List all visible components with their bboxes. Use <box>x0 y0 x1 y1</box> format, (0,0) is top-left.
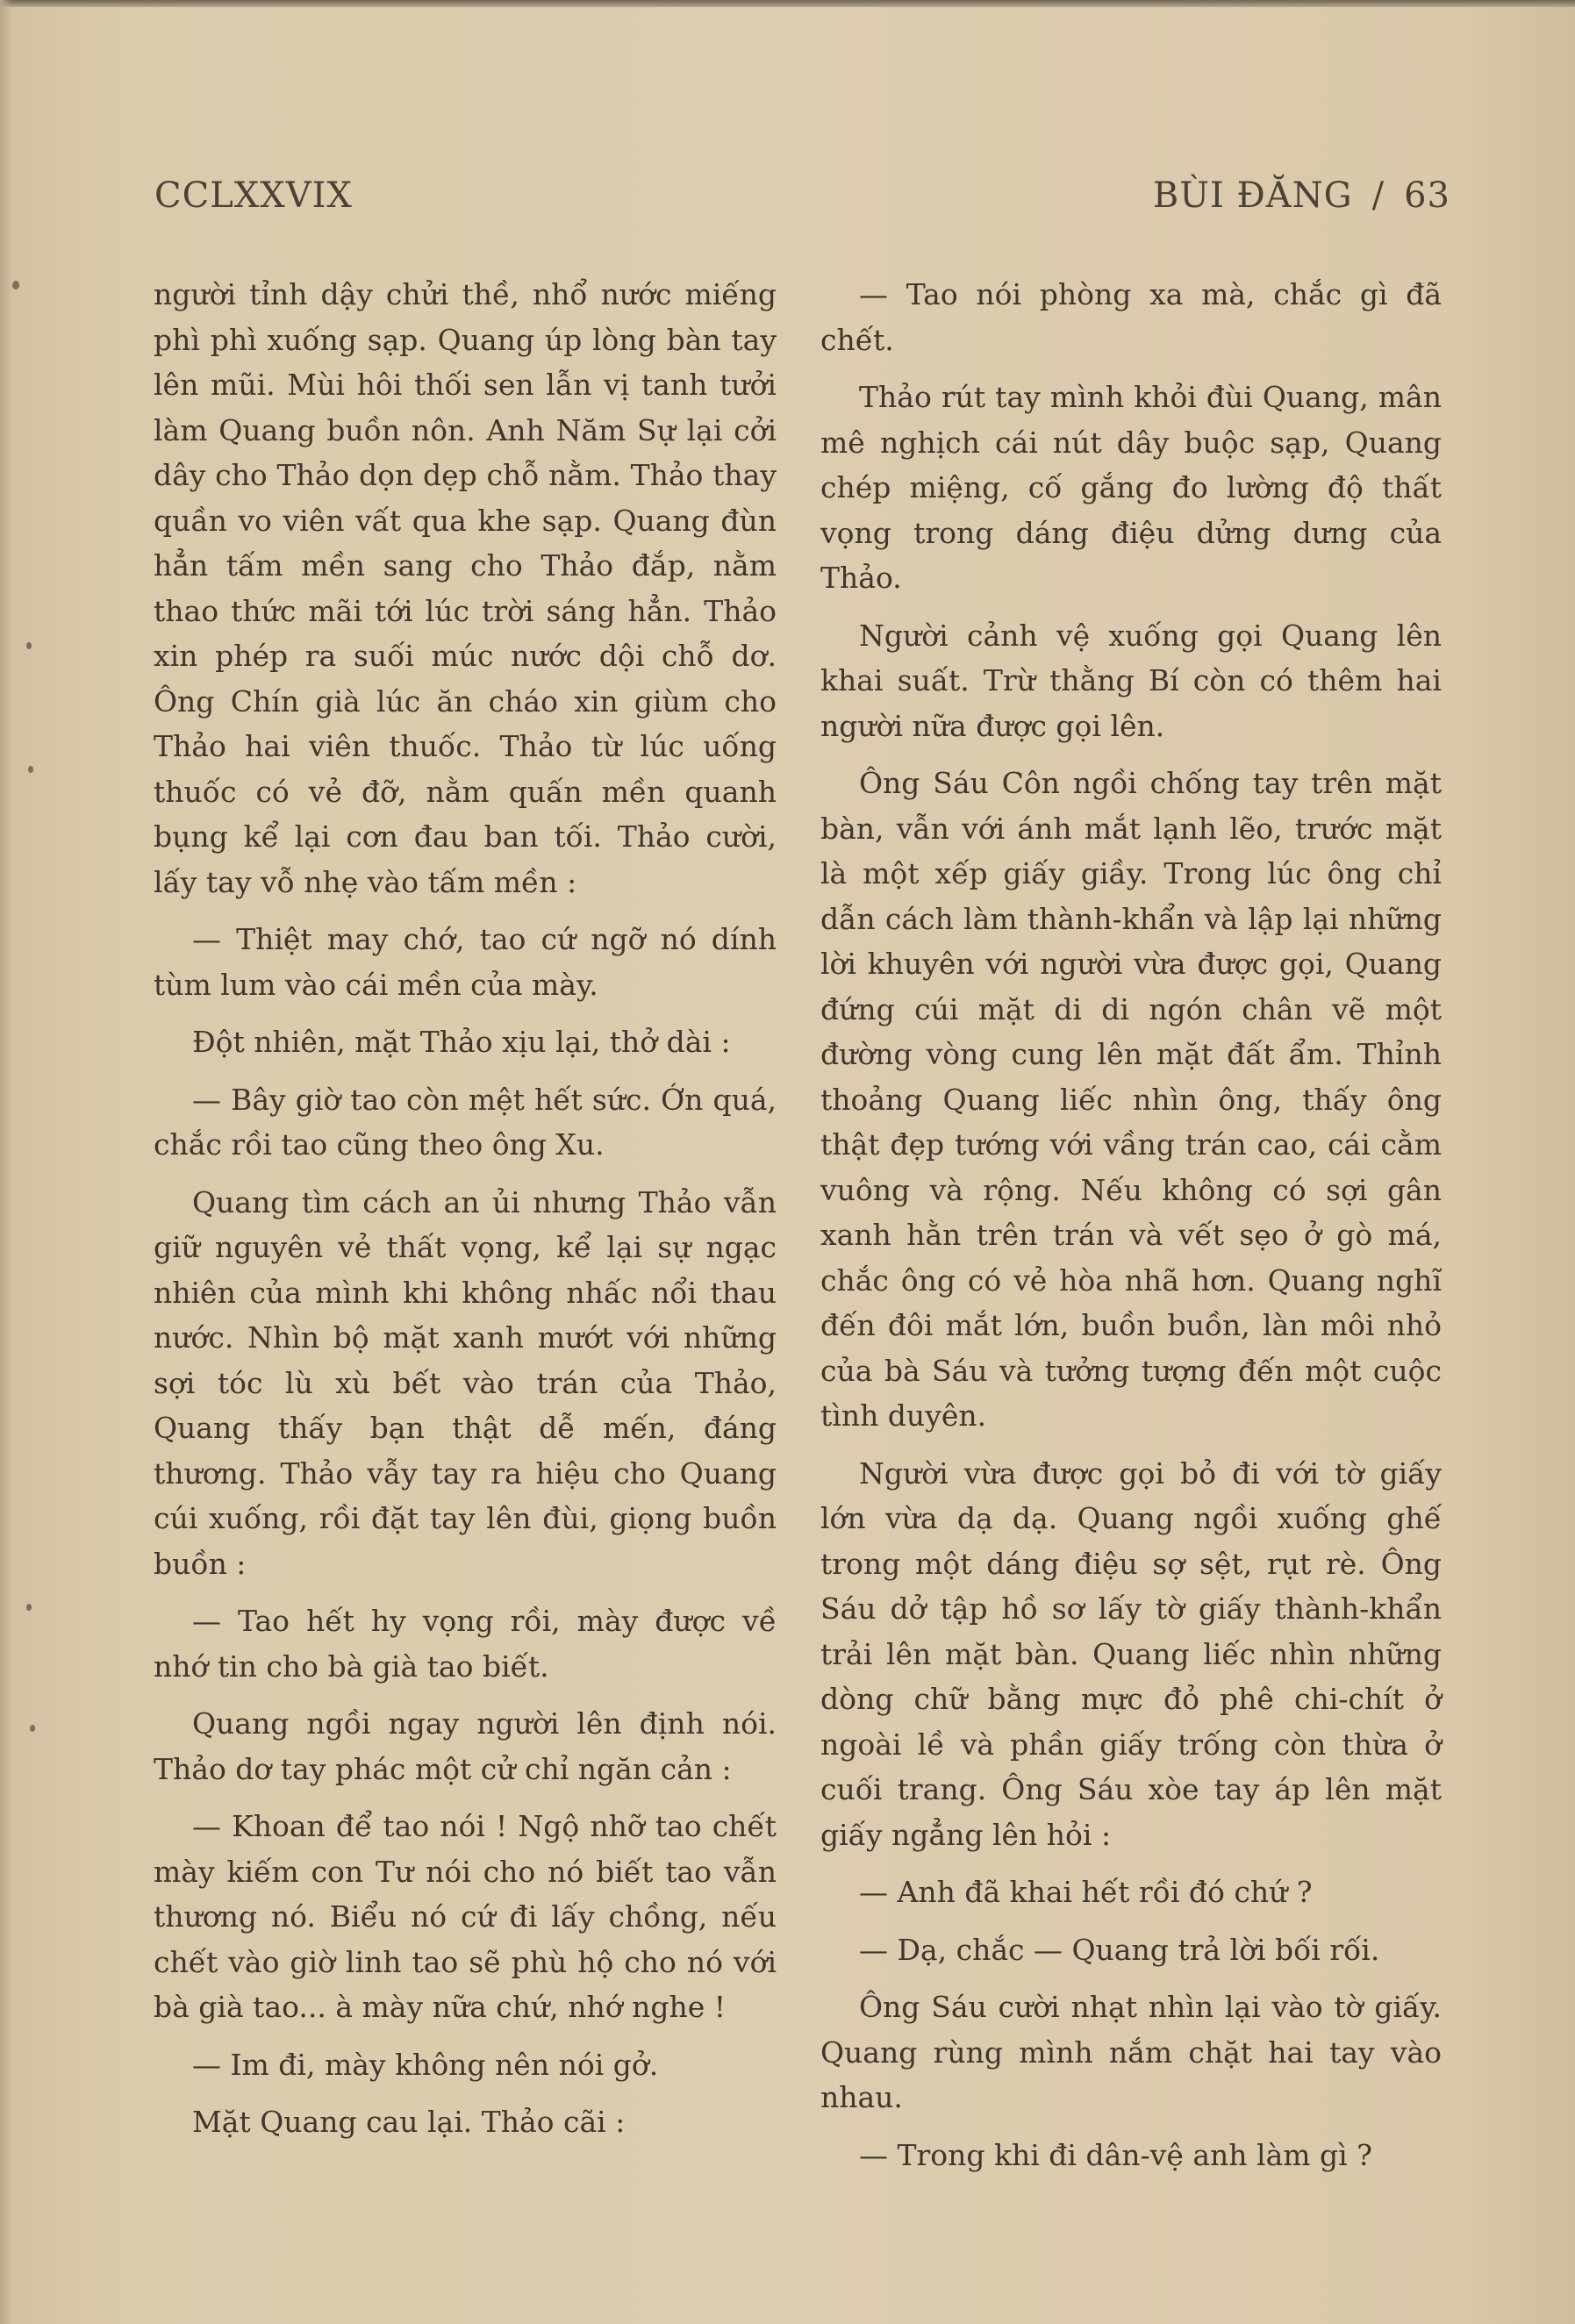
author-name: BÙI ĐĂNG <box>1152 175 1353 216</box>
paper-speck <box>12 281 19 290</box>
paragraph: Người vừa được gọi bỏ đi với tờ giấy lớn vừa dạ dạ. Quang ngồi xuống ghế trong một dáng điệu sợ sệt, rụt rè. Ông Sáu dở tập hồ sơ lấy tờ giấy thành-khẩn trải lên mặt bàn. Quang liếc nhìn những dòng chữ bằng mực đỏ phê chi-chít ở ngoài lề và phần giấy trống còn thừa ở cuối trang. Ông Sáu xòe tay áp lên mặt giấy ngẳng lên hỏi : <box>820 1455 1442 1852</box>
running-head-left: CCLXXVIX <box>154 175 353 216</box>
paragraph: — Khoan để tao nói ! Ngộ nhỡ tao chết mày kiếm con Tư nói cho nó biết tao vẫn thương nó. Biểu nó cứ đi lấy chồng, nếu chết vào giờ linh tao sẽ phù hộ cho nó với bà già tao... à mày nữa chứ, nhớ nghe ! <box>154 1809 777 2024</box>
paragraph: Thảo rút tay mình khỏi đùi Quang, mân mê nghịch cái nút dây buộc sạp, Quang chép miệng, cố gắng đo lường độ thất vọng trong dáng điệu dửng dưng của Thảo. <box>820 380 1442 595</box>
paragraph: Quang ngồi ngay người lên định nói. Thảo dơ tay phác một cử chỉ ngăn cản : <box>154 1706 777 1786</box>
right-text-column <box>820 272 1442 2190</box>
paragraph: Quang tìm cách an ủi nhưng Thảo vẫn giữ nguyên vẻ thất vọng, kể lại sự ngạc nhiên của mình khi không nhấc nổi thau nước. Nhìn bộ mặt xanh mướt với những sợi tóc lù xù bết vào trán của Thảo, Quang thấy bạn thật dễ mến, đáng thương. Thảo vẫy tay ra hiệu cho Quang cúi xuống, rồi đặt tay lên đùi, giọng buồn buồn : <box>154 1184 777 1581</box>
paragraph: người tỉnh dậy chửi thề, nhổ nước miếng phì phì xuống sạp. Quang úp lòng bàn tay lên mũi. Mùi hôi thối sen lẫn vị tanh tưởi làm Quang buồn nôn. Anh Năm Sự lại cởi dây cho Thảo dọn dẹp chỗ nằm. Thảo thay quần vo viên vất qua khe sạp. Quang đùn hẳn tấm mền sang cho Thảo đắp, nằm thao thức mãi tới lúc trời sáng hẳn. Thảo xin phép ra suối múc nước dội chỗ dơ. Ông Chín già lúc ăn cháo xin giùm cho Thảo hai viên thuốc. Thảo từ lúc uống thuốc có vẻ đỡ, nằm quấn mền quanh bụng kể lại cơn đau ban tối. Thảo cười, lấy tay vỗ nhẹ vào tấm mền : <box>154 277 777 899</box>
page-top-edge <box>0 0 1575 7</box>
paragraph: Ông Sáu Côn ngồi chống tay trên mặt bàn, vẫn với ánh mắt lạnh lẽo, trước mặt là một xếp giấy giầy. Trong lúc ông chỉ dẫn cách làm thành-khẩn và lập lại những lời khuyên với người vừa được gọi, Quang đứng cúi mặt di di ngón chân vẽ một đường vòng cung lên mặt đất ẩm. Thỉnh thoảng Quang liếc nhìn ông, thấy ông thật đẹp tướng với vầng trán cao, cái cằm vuông và rộng. Nếu không có sợi gân xanh hằn trên trán và vết sẹo ở gò má, chắc ông có vẻ hòa nhã hơn. Quang nghĩ đến đôi mắt lớn, buồn buồn, làn môi nhỏ của bà Sáu và tưởng tượng đến một cuộc tình duyên. <box>820 766 1442 1433</box>
paper-speck <box>30 1725 35 1732</box>
running-head-right <box>1153 175 1450 216</box>
paragraph: — Thiệt may chớ, tao cứ ngỡ nó dính tùm lum vào cái mền của mày. <box>154 922 777 1002</box>
paragraph: — Im đi, mày không nên nói gở. <box>192 2047 659 2082</box>
page-left-edge <box>0 0 12 2324</box>
paragraph: — Bây giờ tao còn mệt hết sức. Ớn quá, chắc rồi tao cũng theo ông Xu. <box>154 1082 777 1162</box>
paragraph: — Dạ, chắc — Quang trả lời bối rối. <box>859 1932 1380 1967</box>
paragraph: — Trong khi đi dân-vệ anh làm gì ? <box>859 2137 1372 2172</box>
paragraph: Đột nhiên, mặt Thảo xịu lại, thở dài : <box>192 1025 731 1059</box>
paper-speck <box>26 1604 32 1611</box>
paper-speck <box>26 642 32 649</box>
paragraph: Ông Sáu cười nhạt nhìn lại vào tờ giấy. Quang rùng mình nắm chặt hai tay vào nhau. <box>820 1990 1442 2114</box>
paragraph: Mặt Quang cau lại. Thảo cãi : <box>192 2105 626 2139</box>
page-number: 63 <box>1404 175 1450 216</box>
header-separator: / <box>1371 175 1385 216</box>
paragraph: Người cảnh vệ xuống gọi Quang lên khai suất. Trừ thằng Bí còn có thêm hai người nữa được gọi lên. <box>820 618 1442 743</box>
left-text-column <box>154 272 777 2157</box>
paragraph: — Tao hết hy vọng rồi, mày được về nhớ tin cho bà già tao biết. <box>154 1604 777 1684</box>
paper-speck <box>28 766 33 773</box>
paragraph: — Tao nói phòng xa mà, chắc gì đã chết. <box>820 277 1442 357</box>
paragraph: — Anh đã khai hết rồi đó chứ ? <box>859 1875 1313 1909</box>
